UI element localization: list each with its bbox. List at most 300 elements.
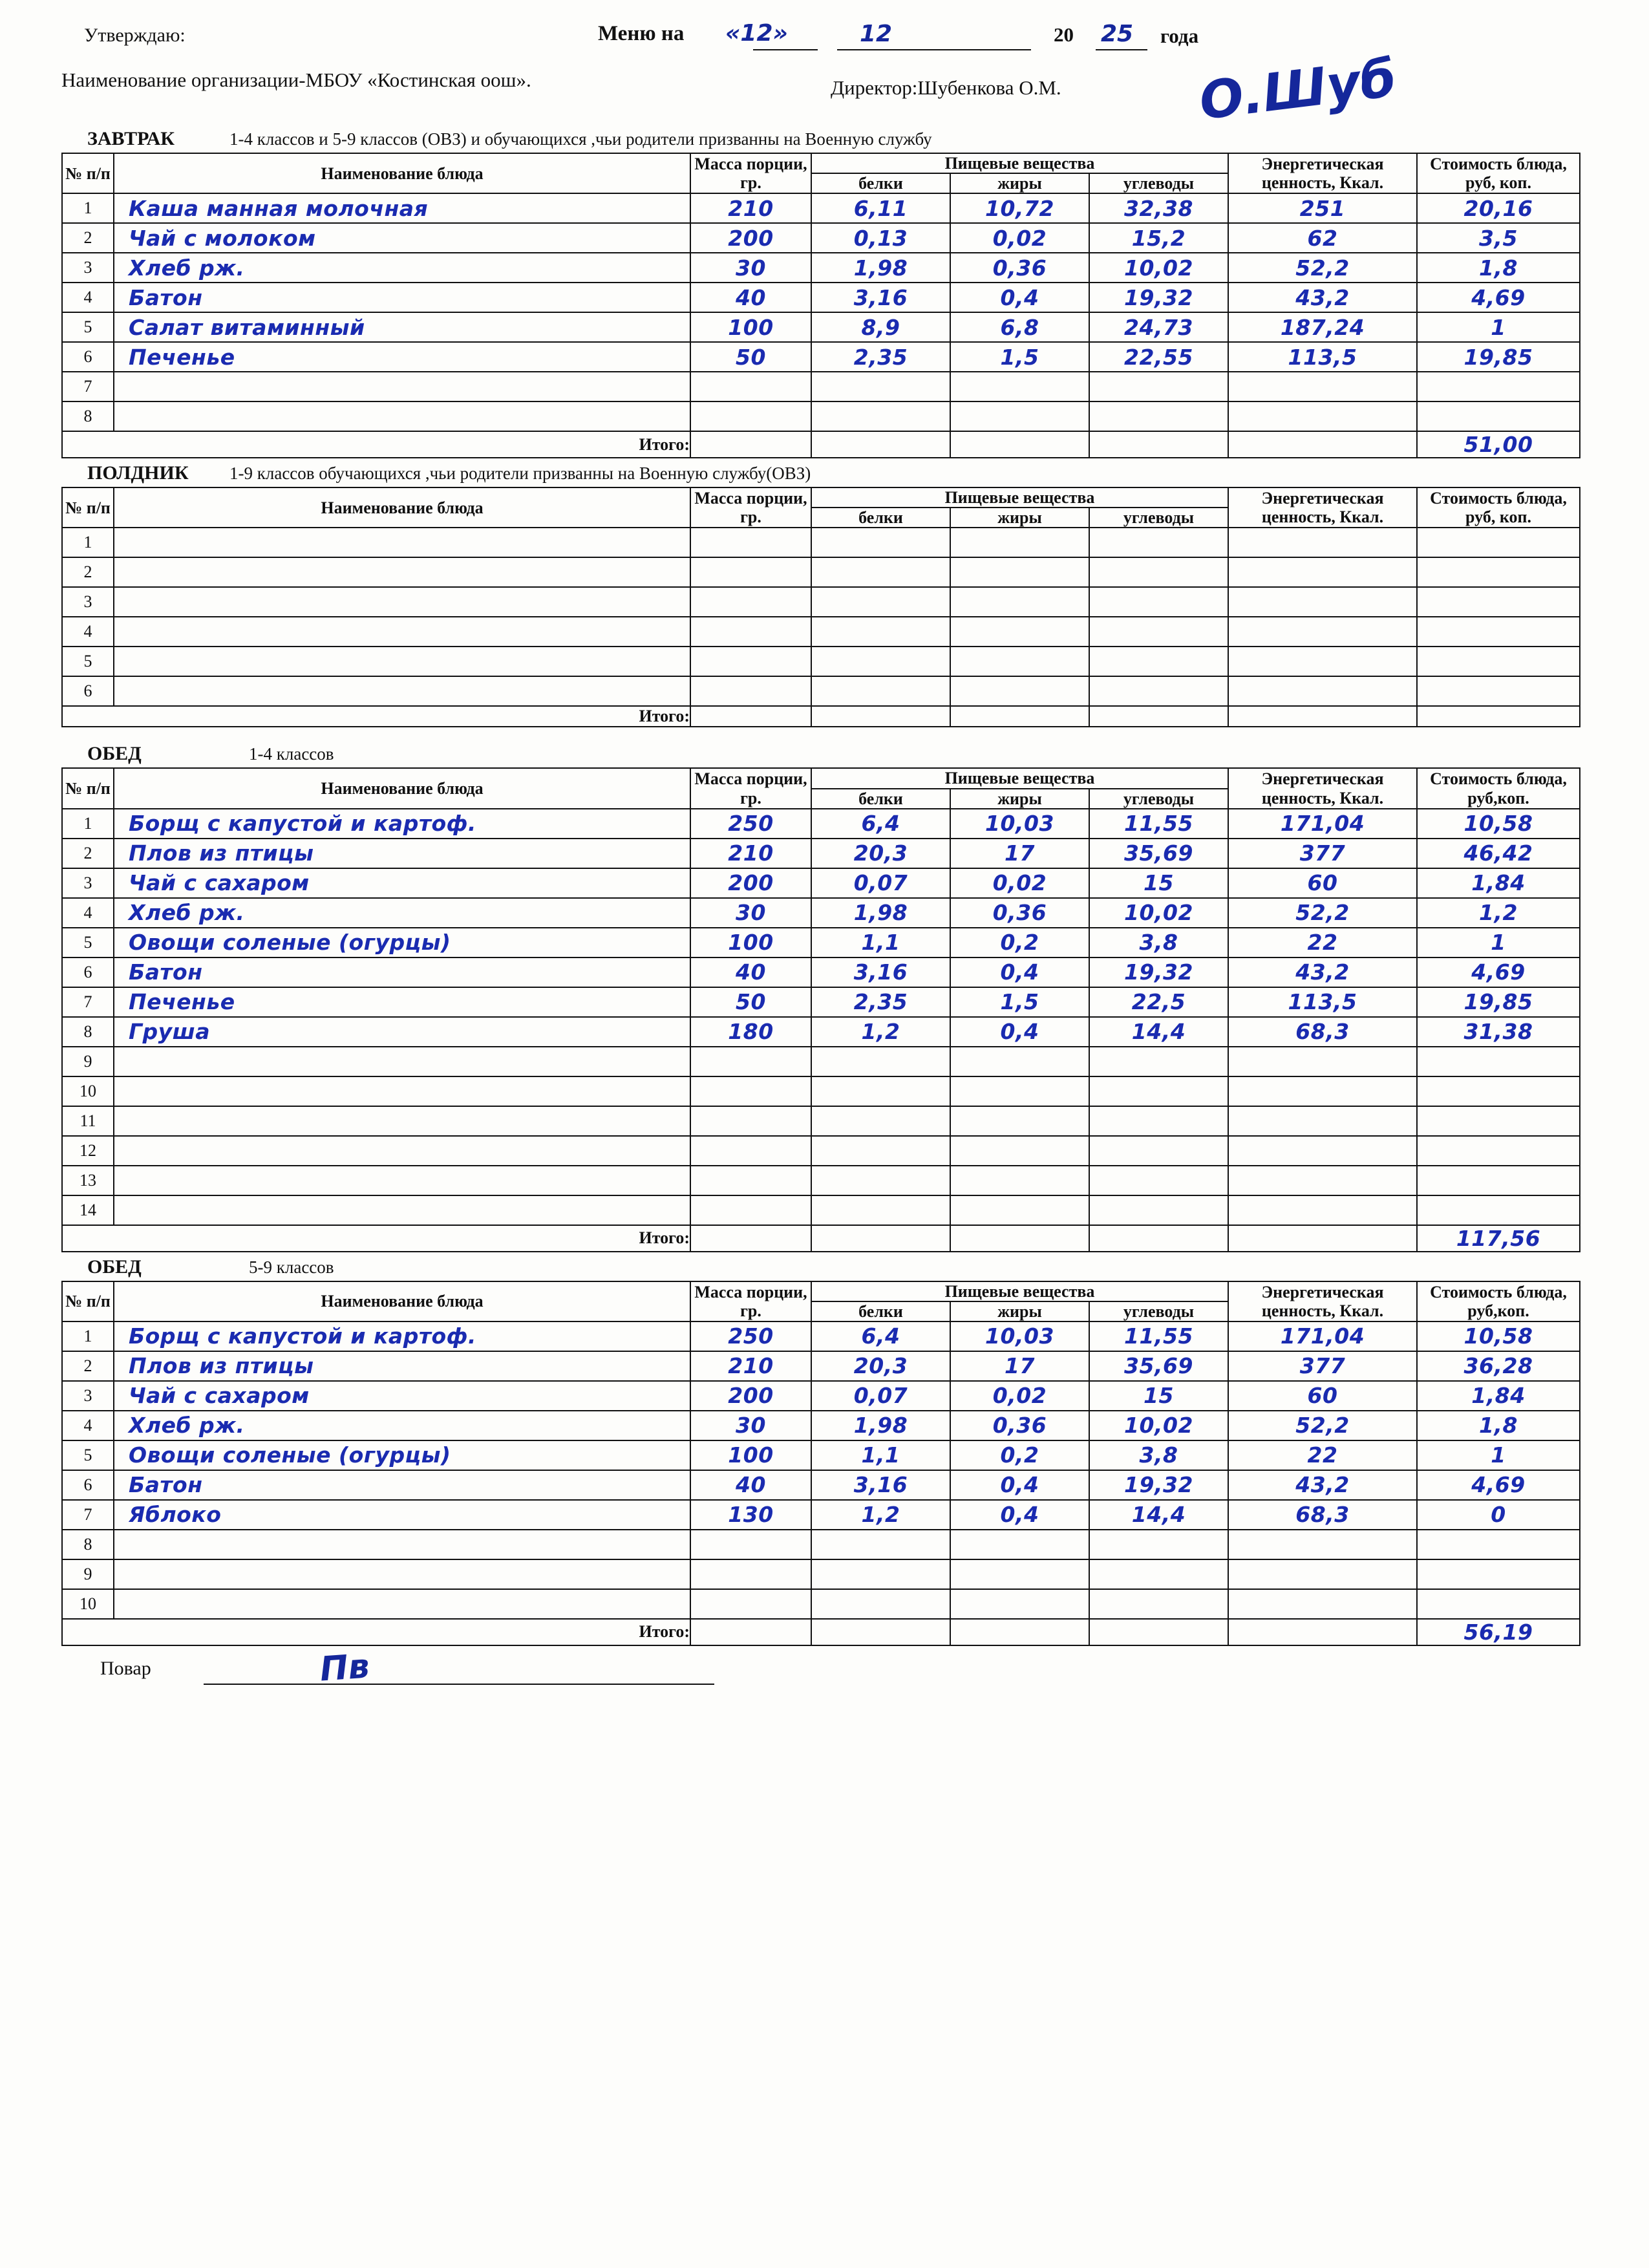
dish-energy: 52,2 (1228, 898, 1417, 928)
dish-cost (1417, 1530, 1580, 1559)
dish-carbs: 22,55 (1089, 342, 1228, 372)
dish-name: Чай с сахаром (114, 868, 690, 898)
dish-fats: 0,4 (950, 1470, 1089, 1500)
total-carbs (1089, 431, 1228, 458)
row-number: 8 (62, 1017, 114, 1047)
row-number: 3 (62, 1381, 114, 1411)
dish-name: Хлеб рж. (114, 1411, 690, 1440)
dish-carbs: 19,32 (1089, 957, 1228, 987)
dish-name (114, 1195, 690, 1225)
table-row (62, 312, 1580, 342)
dish-carbs: 15 (1089, 1381, 1228, 1411)
total-carbs (1089, 1225, 1228, 1252)
table-row (62, 987, 1580, 1017)
dish-name (114, 528, 690, 557)
dish-name: Овощи соленые (огурцы) (114, 928, 690, 957)
dish-mass (690, 1076, 811, 1106)
table-row (62, 1136, 1580, 1166)
dish-energy (1228, 1106, 1417, 1136)
dish-proteins (811, 1166, 950, 1195)
col-cost: Стоимость блюда, руб,коп. (1417, 1281, 1580, 1321)
dish-energy (1228, 401, 1417, 431)
cook-label: Повар (100, 1657, 151, 1679)
month-underline (837, 49, 1031, 50)
dish-cost: 31,38 (1417, 1017, 1580, 1047)
col-cost: Стоимость блюда, руб, коп. (1417, 487, 1580, 528)
dish-fats: 0,4 (950, 957, 1089, 987)
col-energy: Энергетическая ценность, Ккал. (1228, 768, 1417, 808)
row-number: 2 (62, 1351, 114, 1381)
dish-energy: 113,5 (1228, 987, 1417, 1017)
dish-fats: 0,36 (950, 1411, 1089, 1440)
dish-cost (1417, 1166, 1580, 1195)
dish-mass: 200 (690, 868, 811, 898)
document-body (61, 19, 1593, 1698)
total-energy (1228, 706, 1417, 727)
dish-proteins (811, 676, 950, 706)
total-proteins (811, 706, 950, 727)
menu-title: Меню на (598, 22, 685, 45)
table-header-row (62, 153, 1580, 173)
dish-name: Плов из птицы (114, 839, 690, 868)
dish-cost: 3,5 (1417, 223, 1580, 253)
col-name: Наименование блюда (114, 768, 690, 808)
col-name: Наименование блюда (114, 153, 690, 193)
row-number: 12 (62, 1136, 114, 1166)
table-row (62, 898, 1580, 928)
year-suffix: года (1160, 25, 1199, 47)
dish-proteins: 8,9 (811, 312, 950, 342)
year-prefix: 20 (1054, 23, 1074, 46)
dish-name (114, 1136, 690, 1166)
dish-name: Плов из птицы (114, 1351, 690, 1381)
row-number: 11 (62, 1106, 114, 1136)
dish-proteins: 1,98 (811, 1411, 950, 1440)
day-underline (753, 49, 818, 50)
section-title-obed-1-4: ОБЕД (87, 743, 142, 765)
row-number: 9 (62, 1559, 114, 1589)
dish-proteins (811, 1195, 950, 1225)
total-label: Итого: (62, 431, 690, 458)
col-num: № п/п (62, 1281, 114, 1321)
table-poldnik (61, 487, 1580, 727)
dish-name (114, 647, 690, 676)
col-mass: Масса порции, гр. (690, 768, 811, 808)
table-row (62, 1589, 1580, 1619)
col-energy: Энергетическая ценность, Ккал. (1228, 487, 1417, 528)
year-underline (1096, 49, 1147, 50)
dish-name (114, 1589, 690, 1619)
table-row (62, 587, 1580, 617)
dish-fats: 17 (950, 839, 1089, 868)
dish-name: Печенье (114, 342, 690, 372)
dish-proteins (811, 647, 950, 676)
dish-fats (950, 676, 1089, 706)
dish-fats (950, 617, 1089, 647)
total-proteins (811, 1619, 950, 1645)
dish-cost (1417, 1136, 1580, 1166)
dish-carbs (1089, 1136, 1228, 1166)
table-row (62, 193, 1580, 223)
table-total-row (62, 706, 1580, 727)
total-mass (690, 1619, 811, 1645)
dish-proteins (811, 1047, 950, 1076)
dish-energy (1228, 1195, 1417, 1225)
total-cost: 51,00 (1417, 431, 1580, 458)
dish-fats (950, 1047, 1089, 1076)
dish-proteins: 20,3 (811, 839, 950, 868)
table-row (62, 1559, 1580, 1589)
dish-fats: 0,02 (950, 868, 1089, 898)
table-row (62, 617, 1580, 647)
dish-mass: 40 (690, 283, 811, 312)
table-row (62, 839, 1580, 868)
dish-proteins: 6,11 (811, 193, 950, 223)
dish-proteins (811, 528, 950, 557)
row-number: 1 (62, 809, 114, 839)
approve-label: Утверждаю: (84, 25, 186, 46)
total-fats (950, 431, 1089, 458)
dish-mass: 30 (690, 898, 811, 928)
dish-energy: 251 (1228, 193, 1417, 223)
dish-fats (950, 1530, 1089, 1559)
dish-carbs: 32,38 (1089, 193, 1228, 223)
dish-fats (950, 1166, 1089, 1195)
dish-mass: 40 (690, 1470, 811, 1500)
table-total-row (62, 431, 1580, 458)
dish-cost (1417, 1559, 1580, 1589)
dish-energy: 52,2 (1228, 1411, 1417, 1440)
dish-cost: 20,16 (1417, 193, 1580, 223)
dish-cost: 1,8 (1417, 1411, 1580, 1440)
dish-mass: 210 (690, 839, 811, 868)
dish-carbs: 11,55 (1089, 809, 1228, 839)
col-proteins: белки (811, 508, 950, 528)
dish-mass (690, 1106, 811, 1136)
dish-mass (690, 1166, 811, 1195)
dish-carbs: 22,5 (1089, 987, 1228, 1017)
row-number: 1 (62, 1321, 114, 1351)
col-energy: Энергетическая ценность, Ккал. (1228, 153, 1417, 193)
total-cost: 117,56 (1417, 1225, 1580, 1252)
dish-fats: 0,2 (950, 1440, 1089, 1470)
dish-mass: 250 (690, 809, 811, 839)
dish-cost (1417, 587, 1580, 617)
dish-carbs: 19,32 (1089, 1470, 1228, 1500)
dish-name: Батон (114, 957, 690, 987)
dish-energy (1228, 557, 1417, 587)
dish-energy (1228, 1047, 1417, 1076)
dish-energy (1228, 372, 1417, 401)
table-row (62, 1351, 1580, 1381)
dish-carbs: 24,73 (1089, 312, 1228, 342)
total-label: Итого: (62, 706, 690, 727)
dish-proteins: 3,16 (811, 283, 950, 312)
dish-proteins: 2,35 (811, 987, 950, 1017)
dish-cost (1417, 1589, 1580, 1619)
dish-cost: 4,69 (1417, 1470, 1580, 1500)
cook-signature: Пв (319, 1647, 371, 1689)
table-row (62, 1047, 1580, 1076)
dish-energy (1228, 1166, 1417, 1195)
dish-mass (690, 1589, 811, 1619)
table-row (62, 401, 1580, 431)
dish-cost (1417, 647, 1580, 676)
dish-proteins: 3,16 (811, 1470, 950, 1500)
dish-carbs: 3,8 (1089, 928, 1228, 957)
table-row (62, 957, 1580, 987)
table-row (62, 1195, 1580, 1225)
dish-fats: 17 (950, 1351, 1089, 1381)
col-cost: Стоимость блюда, руб, коп. (1417, 153, 1580, 193)
section-subtitle-zavtrak: 1-4 классов и 5-9 классов (ОВЗ) и обучающихся ,чьи родители призванны на Военную службу (229, 129, 932, 149)
col-nutrients: Пищевые вещества (811, 768, 1228, 788)
dish-name (114, 587, 690, 617)
dish-energy (1228, 1136, 1417, 1166)
dish-carbs (1089, 617, 1228, 647)
row-number: 6 (62, 1470, 114, 1500)
dish-name: Овощи соленые (огурцы) (114, 1440, 690, 1470)
dish-mass: 200 (690, 223, 811, 253)
table-zavtrak (61, 153, 1580, 458)
dish-fats (950, 1195, 1089, 1225)
dish-mass: 210 (690, 193, 811, 223)
col-nutrients: Пищевые вещества (811, 487, 1228, 508)
dish-name (114, 676, 690, 706)
total-proteins (811, 1225, 950, 1252)
col-nutrients: Пищевые вещества (811, 153, 1228, 173)
dish-name: Батон (114, 283, 690, 312)
dish-carbs (1089, 1559, 1228, 1589)
director-label: Директор:Шубенкова О.М. (831, 76, 1061, 99)
dish-proteins (811, 1076, 950, 1106)
dish-name (114, 1530, 690, 1559)
menu-month: 12 (860, 21, 893, 47)
dish-cost: 0 (1417, 1500, 1580, 1530)
total-mass (690, 431, 811, 458)
table-row (62, 557, 1580, 587)
dish-energy (1228, 587, 1417, 617)
row-number: 4 (62, 1411, 114, 1440)
dish-proteins: 1,2 (811, 1017, 950, 1047)
dish-mass (690, 557, 811, 587)
dish-proteins: 6,4 (811, 1321, 950, 1351)
dish-cost: 1 (1417, 312, 1580, 342)
dish-mass: 50 (690, 342, 811, 372)
table-total-row (62, 1619, 1580, 1645)
col-carbs: углеводы (1089, 173, 1228, 193)
col-proteins: белки (811, 173, 950, 193)
dish-cost (1417, 676, 1580, 706)
total-proteins (811, 431, 950, 458)
dish-energy: 43,2 (1228, 283, 1417, 312)
col-carbs: углеводы (1089, 1301, 1228, 1321)
dish-name (114, 1559, 690, 1589)
dish-energy: 60 (1228, 868, 1417, 898)
dish-mass: 100 (690, 1440, 811, 1470)
dish-energy: 60 (1228, 1381, 1417, 1411)
row-number: 7 (62, 372, 114, 401)
dish-cost (1417, 1106, 1580, 1136)
section-heading-obed-1-4 (61, 743, 1593, 765)
dish-name: Каша манная молочная (114, 193, 690, 223)
table-row (62, 1530, 1580, 1559)
cook-signature-block (61, 1647, 1593, 1698)
section-title-poldnik: ПОЛДНИК (87, 462, 189, 484)
dish-cost: 1,2 (1417, 898, 1580, 928)
dish-energy: 62 (1228, 223, 1417, 253)
table-row (62, 253, 1580, 283)
dish-carbs: 19,32 (1089, 283, 1228, 312)
row-number: 6 (62, 957, 114, 987)
section-subtitle-poldnik: 1-9 классов обучающихся ,чьи родители призванны на Военную службу(ОВЗ) (229, 464, 811, 484)
dish-name: Чай с молоком (114, 223, 690, 253)
row-number: 8 (62, 1530, 114, 1559)
total-energy (1228, 431, 1417, 458)
dish-energy (1228, 676, 1417, 706)
table-row (62, 1106, 1580, 1136)
dish-energy: 68,3 (1228, 1017, 1417, 1047)
dish-mass: 50 (690, 987, 811, 1017)
dish-mass: 180 (690, 1017, 811, 1047)
dish-fats (950, 401, 1089, 431)
row-number: 3 (62, 868, 114, 898)
dish-name (114, 1076, 690, 1106)
row-number: 1 (62, 193, 114, 223)
table-total-row (62, 1225, 1580, 1252)
dish-carbs (1089, 1106, 1228, 1136)
dish-proteins: 6,4 (811, 809, 950, 839)
total-energy (1228, 1225, 1417, 1252)
dish-carbs (1089, 557, 1228, 587)
dish-mass: 100 (690, 928, 811, 957)
total-mass (690, 706, 811, 727)
dish-fats: 10,03 (950, 1321, 1089, 1351)
dish-name: Чай с сахаром (114, 1381, 690, 1411)
row-number: 2 (62, 557, 114, 587)
dish-cost: 4,69 (1417, 957, 1580, 987)
dish-mass (690, 1047, 811, 1076)
dish-carbs: 15 (1089, 868, 1228, 898)
dish-energy (1228, 1530, 1417, 1559)
dish-proteins: 3,16 (811, 957, 950, 987)
total-label: Итого: (62, 1225, 690, 1252)
row-number: 3 (62, 253, 114, 283)
dish-carbs (1089, 1047, 1228, 1076)
dish-proteins (811, 1106, 950, 1136)
col-num: № п/п (62, 487, 114, 528)
dish-cost: 4,69 (1417, 283, 1580, 312)
dish-energy: 171,04 (1228, 809, 1417, 839)
quote-close: » (772, 20, 788, 47)
row-number: 3 (62, 587, 114, 617)
dish-cost: 1,84 (1417, 1381, 1580, 1411)
dish-energy (1228, 1589, 1417, 1619)
dish-fats: 0,4 (950, 1500, 1089, 1530)
table-header-row (62, 768, 1580, 788)
table-row (62, 1076, 1580, 1106)
row-number: 2 (62, 223, 114, 253)
spacer (61, 727, 1593, 739)
table-row (62, 1500, 1580, 1530)
dish-cost: 36,28 (1417, 1351, 1580, 1381)
dish-mass (690, 528, 811, 557)
dish-carbs (1089, 587, 1228, 617)
dish-cost (1417, 401, 1580, 431)
dish-cost: 1,84 (1417, 868, 1580, 898)
dish-carbs: 14,4 (1089, 1500, 1228, 1530)
table-header-row (62, 1281, 1580, 1301)
dish-proteins (811, 617, 950, 647)
dish-energy: 43,2 (1228, 957, 1417, 987)
dish-cost: 1 (1417, 928, 1580, 957)
dish-carbs: 10,02 (1089, 253, 1228, 283)
row-number: 9 (62, 1047, 114, 1076)
total-fats (950, 1619, 1089, 1645)
col-proteins: белки (811, 789, 950, 809)
total-carbs (1089, 706, 1228, 727)
organization-name: Наименование организации-МБОУ «Костинская оош». (61, 69, 531, 91)
col-mass: Масса порции, гр. (690, 153, 811, 193)
dish-fats: 1,5 (950, 987, 1089, 1017)
dish-proteins: 0,07 (811, 868, 950, 898)
dish-cost: 46,42 (1417, 839, 1580, 868)
table-row (62, 528, 1580, 557)
table-row (62, 223, 1580, 253)
dish-fats: 0,36 (950, 253, 1089, 283)
dish-fats (950, 372, 1089, 401)
table-row (62, 1166, 1580, 1195)
section-subtitle-obed-1-4: 1-4 классов (249, 744, 334, 764)
col-carbs: углеводы (1089, 508, 1228, 528)
total-cost (1417, 706, 1580, 727)
dish-name (114, 617, 690, 647)
dish-proteins (811, 372, 950, 401)
dish-proteins: 20,3 (811, 1351, 950, 1381)
dish-cost (1417, 617, 1580, 647)
dish-carbs: 10,02 (1089, 898, 1228, 928)
row-number: 6 (62, 676, 114, 706)
table-header-row (62, 487, 1580, 508)
row-number: 13 (62, 1166, 114, 1195)
total-energy (1228, 1619, 1417, 1645)
dish-cost: 1 (1417, 1440, 1580, 1470)
dish-proteins (811, 1559, 950, 1589)
dish-mass (690, 1530, 811, 1559)
dish-cost (1417, 1076, 1580, 1106)
dish-cost: 19,85 (1417, 342, 1580, 372)
dish-carbs: 14,4 (1089, 1017, 1228, 1047)
table-row (62, 372, 1580, 401)
dish-mass: 210 (690, 1351, 811, 1381)
dish-carbs (1089, 1530, 1228, 1559)
row-number: 1 (62, 528, 114, 557)
dish-cost: 1,8 (1417, 253, 1580, 283)
table-row (62, 647, 1580, 676)
dish-mass: 250 (690, 1321, 811, 1351)
dish-proteins: 0,13 (811, 223, 950, 253)
dish-carbs: 15,2 (1089, 223, 1228, 253)
dish-name: Яблоко (114, 1500, 690, 1530)
dish-proteins (811, 401, 950, 431)
dish-energy: 187,24 (1228, 312, 1417, 342)
section-subtitle-obed-5-9: 5-9 классов (249, 1257, 334, 1277)
dish-energy: 22 (1228, 928, 1417, 957)
dish-name: Печенье (114, 987, 690, 1017)
dish-name (114, 1047, 690, 1076)
dish-energy: 113,5 (1228, 342, 1417, 372)
dish-energy (1228, 528, 1417, 557)
